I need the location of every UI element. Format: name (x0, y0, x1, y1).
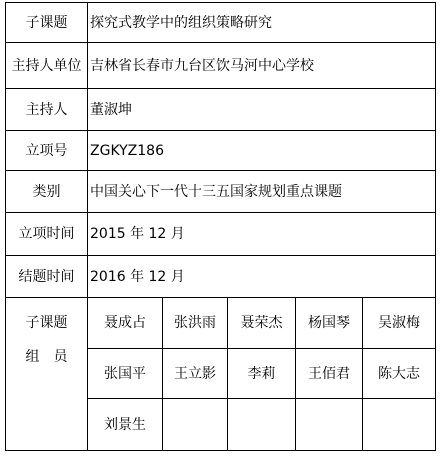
member-name: 刘景生 (104, 416, 146, 433)
project-number-label: 立项号 (25, 142, 68, 159)
project-info-table (5, 2, 435, 450)
host-person-value: 董淑坤 (90, 101, 132, 118)
category-value: 中国关心下一代十三五国家规划重点课题 (90, 183, 342, 200)
start-date-value: 2015 年 12 月 (90, 226, 185, 242)
member-name: 陈大志 (378, 365, 420, 382)
host-person-label: 主持人 (25, 101, 68, 118)
member-name: 聂成占 (104, 315, 146, 331)
member-name: 聂荣杰 (240, 315, 283, 331)
host-unit-value: 吉林省长春市九台区饮马河中心学校 (90, 57, 314, 74)
member-name: 杨国琴 (308, 315, 350, 331)
start-date-label: 立项时间 (18, 226, 75, 242)
table-border-bottom (5, 450, 436, 451)
host-unit-label: 主持人单位 (11, 57, 82, 74)
table-border-right (435, 2, 436, 451)
member-name: 王佰君 (308, 365, 350, 382)
members-label-line1: 子课题 (25, 315, 68, 331)
subproject-title-value: 探究式教学中的组织策略研究 (90, 14, 272, 31)
end-date-value: 2016 年 12 月 (90, 268, 185, 285)
end-date-label: 结题时间 (18, 268, 75, 285)
member-name: 张洪雨 (174, 315, 216, 331)
member-name: 王立影 (174, 365, 216, 382)
members-label-line2: 组 员 (25, 349, 68, 365)
member-name: 吴淑梅 (378, 315, 420, 331)
category-label: 类别 (32, 183, 61, 200)
member-name: 李莉 (247, 365, 276, 382)
subproject-title-label: 子课题 (25, 14, 68, 31)
member-name: 张国平 (104, 365, 146, 382)
project-number-value: ZGKYZ186 (90, 142, 164, 159)
